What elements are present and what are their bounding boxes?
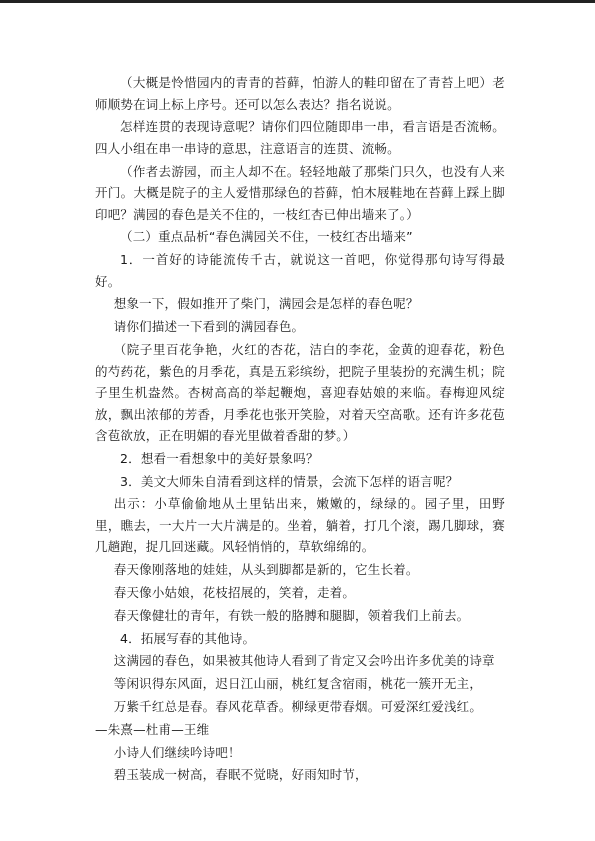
paragraph-2: 怎样连贯的表现诗意呢？请你们四位随即串一串，看言语是否流畅。四人小组在串一串诗的意思，注意语言的连贯、流畅。 (95, 119, 505, 156)
paragraph-9: 2．想看一看想象中的美好景象吗？ (120, 450, 319, 466)
paragraph-15: 4．拓展写春的其他诗。 (120, 630, 256, 646)
paragraph-16: 这满园的春色，如果被其他诗人看到了肯定又会吟出许多优美的诗章 (113, 653, 495, 669)
section-heading: （二）重点品析“春色满园关不住，一枝红杏出墙来” (120, 229, 413, 245)
paragraph-8: （院子里百花争艳，火红的杏花，洁白的李花，金黄的迎春花，粉色的芍药花，紫色的月季花，真是五彩缤纷，把院子里装扮的充满生机；院子里生机盎然。杏树高高的举起鞭炮，喜迎春姑娘的来临。春梅迎风绽放，飘出浓郁的芳香，月季花也张开笑脸，对着天空高歌。还有许多花苞含苞欲放，正在明媚的春光里做着香甜的梦。） (95, 342, 505, 444)
document-body (95, 72, 505, 787)
paragraph-13: 春天像小姑娘，花枝招展的，笑着，走着。 (113, 585, 356, 601)
paragraph-3: （作者去游园，而主人却不在。轻轻地敲了那柴门只久，也没有人来开门。大概是院子的主人爱惜那绿色的苔藓，怕木屐鞋地在苔藓上踩上脚印吧？满园的春色是关不住的，一枝红杏已伸出墙来了。） (95, 163, 505, 222)
paragraph-20: 小诗人们继续吟诗吧！ (113, 744, 241, 760)
paragraph-12: 春天像刚落地的娃娃，从头到脚都是新的，它生长着。 (113, 562, 419, 578)
paragraph-7: 请你们描述一下看到的满园春色。 (113, 319, 305, 335)
paragraph-14: 春天像健壮的青年，有铁一般的胳膊和腿脚，领着我们上前去。 (113, 607, 470, 623)
poem-line-2: 万紫千红总是春。春风花草香。柳绿更带春烟。可爱深红爱浅红。 (113, 699, 483, 715)
poem-authors: —朱熹—杜甫—王维 (95, 721, 210, 737)
paragraph-11: 出示：小草偷偷地从土里钻出来，嫩嫩的，绿绿的。园子里，田野里，瞧去，一大片一大片满是的。坐着，躺着，打几个滚，踢几脚球，赛几趟跑，捉几回迷藏。风轻悄悄的，草软绵绵的。 (95, 496, 505, 555)
paragraph-10: 3．美文大师朱自清看到这样的情景，会流下怎样的语言呢？ (120, 473, 459, 489)
paragraph-5: 1．一首好的诗能流传千古，就说这一首吧，你觉得那句诗写得最好。 (95, 252, 505, 289)
page-top-border (0, 0, 595, 3)
poem-line-1: 等闲识得东风面，迟日江山丽，桃红复含宿雨，桃花一簇开无主， (113, 676, 483, 692)
poem-line-3: 碧玉装成一树高，春眠不觉晓，好雨知时节， (113, 767, 368, 783)
paragraph-6: 想象一下，假如推开了柴门，满园会是怎样的春色呢？ (113, 296, 419, 312)
paragraph-1: （大概是怜惜园内的青青的苔藓，怕游人的鞋印留在了青苔上吧）老师顺势在词上标上序号。还可以怎么表达？指名说说。 (95, 75, 505, 112)
